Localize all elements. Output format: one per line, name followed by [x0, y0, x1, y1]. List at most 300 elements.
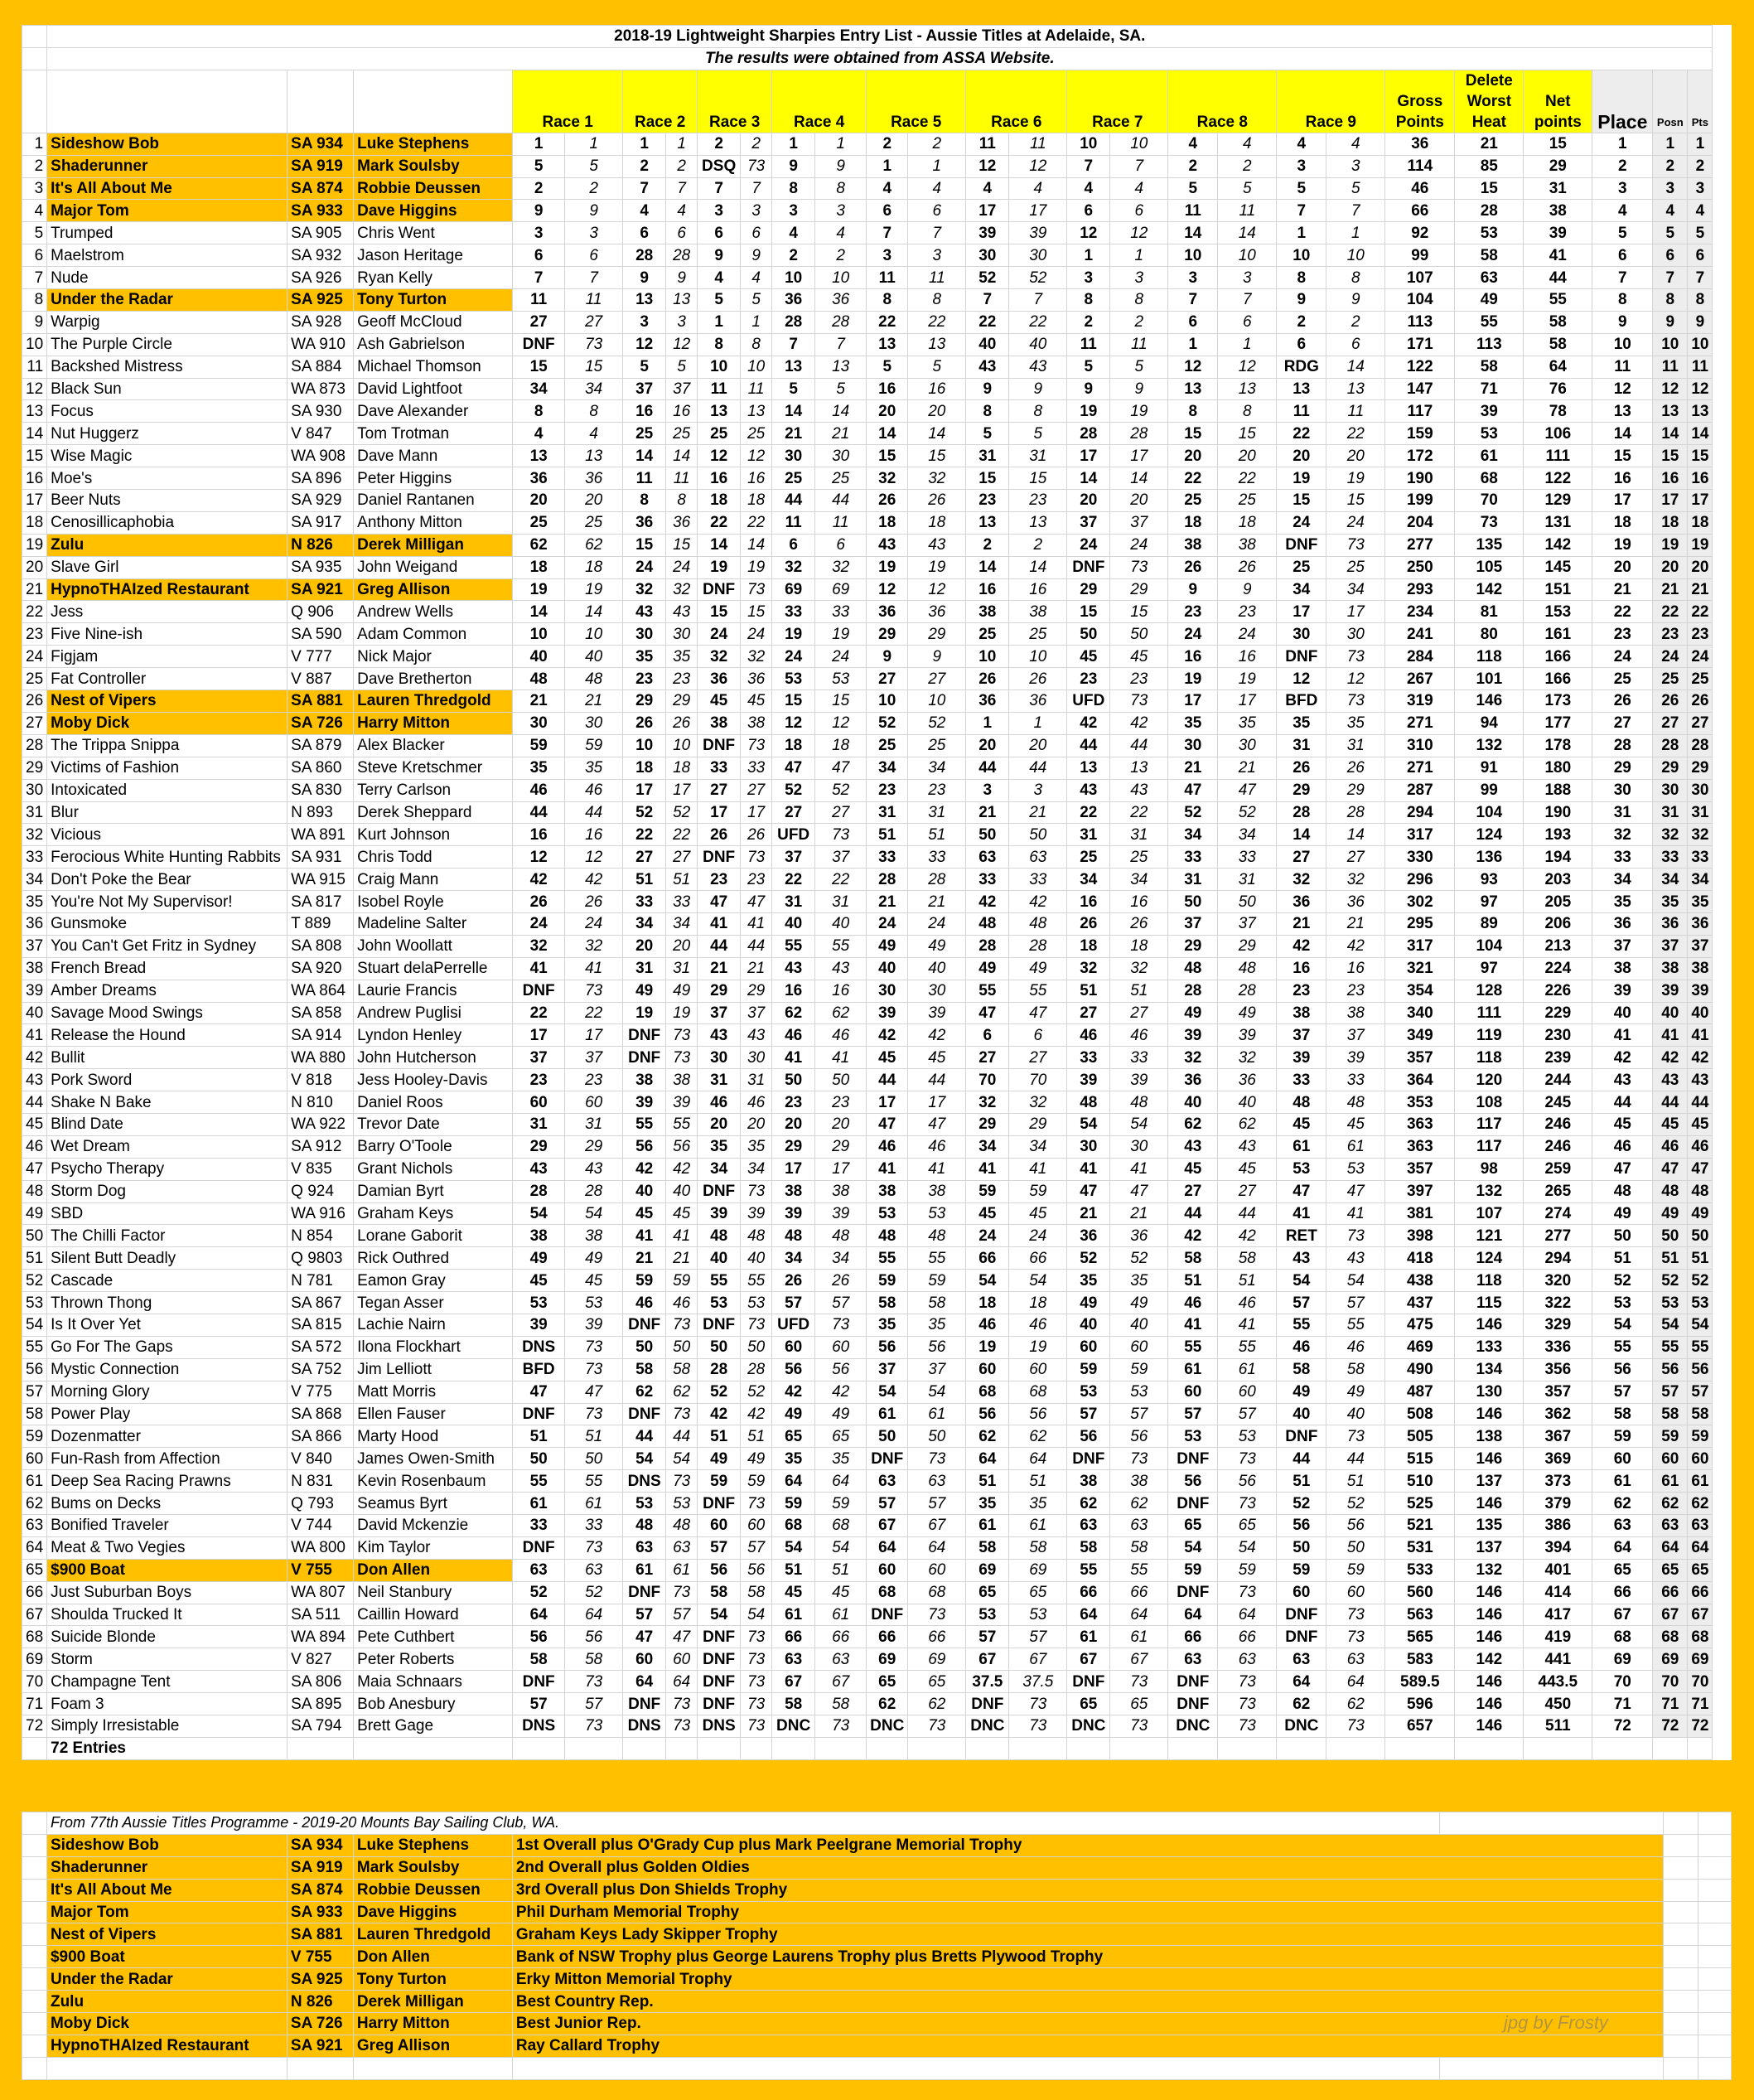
- race-points-3: 73: [741, 1671, 772, 1693]
- race-result-2: DNF: [623, 1403, 666, 1425]
- posn: 12: [1653, 378, 1688, 400]
- row-number: 70: [22, 1671, 47, 1693]
- race-points-2: 73: [666, 1024, 698, 1047]
- gross-points: 363: [1385, 1113, 1455, 1135]
- race-points-5: 73: [908, 1448, 966, 1470]
- gross-points: 284: [1385, 646, 1455, 668]
- race-points-8: 40: [1218, 1091, 1277, 1114]
- race-points-4: 14: [815, 400, 867, 423]
- net-points: 145: [1524, 556, 1592, 578]
- race-result-2: 57: [623, 1604, 666, 1626]
- race-points-7: 48: [1110, 1091, 1168, 1114]
- race-points-6: 29: [1009, 1113, 1067, 1135]
- skipper-name: Terry Carlson: [354, 779, 513, 801]
- race-result-1: 3: [513, 222, 565, 244]
- delete-worst-heat: 85: [1455, 155, 1524, 177]
- row-number: 5: [22, 222, 47, 244]
- race-points-2: 15: [666, 534, 698, 556]
- table-row: [22, 244, 1713, 267]
- sail-number: SA 815: [288, 1314, 354, 1336]
- pts: 13: [1688, 400, 1713, 423]
- race-result-3: 30: [698, 1047, 741, 1069]
- race-result-1: 19: [513, 578, 565, 601]
- row-number: 38: [22, 957, 47, 980]
- skipper-name: John Weigand: [354, 556, 513, 578]
- race-points-6: 45: [1009, 1202, 1067, 1225]
- gross-points: 418: [1385, 1247, 1455, 1270]
- race-result-7: 63: [1067, 1515, 1110, 1537]
- race-points-3: 47: [741, 891, 772, 913]
- race-result-8: 54: [1168, 1536, 1218, 1559]
- table-row: [22, 646, 1713, 668]
- table-row: [22, 1292, 1713, 1314]
- pts: 42: [1688, 1047, 1713, 1069]
- pts: 12: [1688, 378, 1713, 400]
- place: 61: [1592, 1470, 1653, 1493]
- race-result-6: 5: [966, 423, 1009, 445]
- pts: 47: [1688, 1158, 1713, 1180]
- race-points-4: 4: [815, 222, 867, 244]
- sail-number: SA 726: [288, 712, 354, 734]
- posn: 26: [1653, 690, 1688, 713]
- table-row: [22, 1069, 1713, 1091]
- race-points-2: 73: [666, 1047, 698, 1069]
- sail-number: N 781: [288, 1270, 354, 1292]
- delete-worst-heat: 53: [1455, 423, 1524, 445]
- race-result-9: 42: [1277, 935, 1326, 957]
- row-number: 69: [22, 1648, 47, 1671]
- race-result-4: 29: [772, 1135, 815, 1158]
- race-points-6: 47: [1009, 1002, 1067, 1024]
- boat-name: Shoulda Trucked It: [47, 1604, 288, 1626]
- row-number: 22: [22, 601, 47, 623]
- race-points-1: 11: [565, 289, 623, 312]
- place: 2: [1592, 155, 1653, 177]
- race-points-4: 40: [815, 912, 867, 935]
- race-result-8: 14: [1168, 222, 1218, 244]
- posn: 35: [1653, 891, 1688, 913]
- race-points-9: 16: [1326, 957, 1385, 980]
- table-row: [22, 1314, 1713, 1336]
- table-row: [22, 467, 1713, 490]
- race-result-5: 22: [867, 311, 908, 333]
- place: 43: [1592, 1069, 1653, 1091]
- pts: 35: [1688, 891, 1713, 913]
- race-points-3: 59: [741, 1470, 772, 1493]
- race-result-5: 37: [867, 1358, 908, 1381]
- race-result-4: 18: [772, 734, 815, 757]
- race-result-6: 13: [966, 511, 1009, 534]
- table-row: [22, 912, 1713, 935]
- header-pts: Pts: [1688, 70, 1713, 133]
- skipper-name: Nick Major: [354, 646, 513, 668]
- race-result-1: 10: [513, 623, 565, 646]
- race-points-2: 46: [666, 1292, 698, 1314]
- skipper-name: Brett Gage: [354, 1715, 513, 1738]
- net-points: 244: [1524, 1069, 1592, 1091]
- trophy-row: [22, 1923, 1732, 1946]
- race-points-4: 6: [815, 534, 867, 556]
- race-result-7: 35: [1067, 1270, 1110, 1292]
- race-points-6: 1: [1009, 712, 1067, 734]
- race-points-2: 63: [666, 1536, 698, 1559]
- race-points-5: 6: [908, 200, 966, 222]
- race-points-2: 10: [666, 734, 698, 757]
- race-result-1: 29: [513, 1135, 565, 1158]
- delete-worst-heat: 138: [1455, 1425, 1524, 1448]
- entries-count-row: [22, 1737, 1713, 1759]
- race-points-8: 9: [1218, 578, 1277, 601]
- race-result-9: 64: [1277, 1671, 1326, 1693]
- trophy-sail: SA 933: [287, 1901, 353, 1923]
- race-result-7: 7: [1067, 155, 1110, 177]
- race-points-1: 17: [565, 1024, 623, 1047]
- race-result-8: 3: [1168, 267, 1218, 289]
- race-points-3: 39: [741, 1202, 772, 1225]
- row-number: 42: [22, 1047, 47, 1069]
- posn: 49: [1653, 1202, 1688, 1225]
- race-points-2: 28: [666, 244, 698, 267]
- posn: 45: [1653, 1113, 1688, 1135]
- race-points-3: 36: [741, 668, 772, 690]
- net-points: 38: [1524, 200, 1592, 222]
- race-result-6: 37.5: [966, 1671, 1009, 1693]
- race-points-3: 15: [741, 601, 772, 623]
- row-number: 49: [22, 1202, 47, 1225]
- boat-name: Blur: [47, 801, 288, 824]
- race-points-6: 22: [1009, 311, 1067, 333]
- race-points-4: 68: [815, 1515, 867, 1537]
- sail-number: SA 511: [288, 1604, 354, 1626]
- race-points-5: 73: [908, 1715, 966, 1738]
- delete-worst-heat: 39: [1455, 400, 1524, 423]
- trophy-boat: HypnoTHAIzed Restaurant: [46, 2035, 287, 2057]
- race-result-9: 16: [1277, 957, 1326, 980]
- race-points-2: 33: [666, 891, 698, 913]
- race-points-6: 51: [1009, 1470, 1067, 1493]
- race-points-8: 54: [1218, 1536, 1277, 1559]
- gross-points: 353: [1385, 1091, 1455, 1114]
- table-row: [22, 1693, 1713, 1715]
- race-result-5: 34: [867, 757, 908, 779]
- delete-worst-heat: 58: [1455, 356, 1524, 378]
- race-result-5: 30: [867, 980, 908, 1002]
- race-result-4: 41: [772, 1047, 815, 1069]
- race-points-7: 59: [1110, 1358, 1168, 1381]
- race-points-6: 44: [1009, 757, 1067, 779]
- race-points-2: 23: [666, 668, 698, 690]
- race-points-8: 37: [1218, 912, 1277, 935]
- race-result-2: 48: [623, 1515, 666, 1537]
- race-result-4: 20: [772, 1113, 815, 1135]
- boat-name: Meat & Two Vegies: [47, 1536, 288, 1559]
- pts: 11: [1688, 356, 1713, 378]
- race-result-8: 38: [1168, 534, 1218, 556]
- race-points-7: 54: [1110, 1113, 1168, 1135]
- race-points-9: 64: [1326, 1671, 1385, 1693]
- race-points-7: 26: [1110, 912, 1168, 935]
- race-points-2: 45: [666, 1202, 698, 1225]
- race-points-4: 33: [815, 601, 867, 623]
- trophy-boat: Under the Radar: [46, 1968, 287, 1991]
- race-result-8: 21: [1168, 757, 1218, 779]
- race-points-2: 62: [666, 1381, 698, 1403]
- race-result-2: 30: [623, 623, 666, 646]
- place: 1: [1592, 133, 1653, 155]
- place: 11: [1592, 356, 1653, 378]
- race-points-3: 73: [741, 1693, 772, 1715]
- delete-worst-heat: 146: [1455, 690, 1524, 713]
- delete-worst-heat: 68: [1455, 467, 1524, 490]
- race-result-9: 62: [1277, 1693, 1326, 1715]
- race-points-6: 58: [1009, 1536, 1067, 1559]
- race-points-3: 49: [741, 1448, 772, 1470]
- skipper-name: Adam Common: [354, 623, 513, 646]
- race-points-9: 7: [1326, 200, 1385, 222]
- race-points-8: 73: [1218, 1671, 1277, 1693]
- race-result-2: 16: [623, 400, 666, 423]
- gross-points: 487: [1385, 1381, 1455, 1403]
- race-result-8: 17: [1168, 690, 1218, 713]
- race-result-5: 51: [867, 824, 908, 846]
- race-points-7: 1: [1110, 244, 1168, 267]
- race-points-9: 39: [1326, 1047, 1385, 1069]
- race-points-8: 50: [1218, 891, 1277, 913]
- race-result-6: 58: [966, 1536, 1009, 1559]
- race-points-2: 27: [666, 846, 698, 869]
- place: 19: [1592, 534, 1653, 556]
- race-points-1: 46: [565, 779, 623, 801]
- race-result-6: 35: [966, 1493, 1009, 1515]
- table-row: [22, 378, 1713, 400]
- race-result-8: 32: [1168, 1047, 1218, 1069]
- race-result-5: 48: [867, 1225, 908, 1247]
- race-result-6: 2: [966, 534, 1009, 556]
- race-result-9: 17: [1277, 601, 1326, 623]
- race-result-4: 65: [772, 1425, 815, 1448]
- net-points: 511: [1524, 1715, 1592, 1738]
- sail-number: SA 874: [288, 177, 354, 200]
- race-result-6: 26: [966, 668, 1009, 690]
- race-result-1: 15: [513, 356, 565, 378]
- net-points: 419: [1524, 1626, 1592, 1648]
- gross-points: 92: [1385, 222, 1455, 244]
- race-result-7: 30: [1067, 1135, 1110, 1158]
- race-result-6: 16: [966, 578, 1009, 601]
- row-number: 50: [22, 1225, 47, 1247]
- row-number: 31: [22, 801, 47, 824]
- table-row: [22, 757, 1713, 779]
- race-result-3: 51: [698, 1425, 741, 1448]
- sail-number: SA 921: [288, 578, 354, 601]
- race-result-7: 54: [1067, 1113, 1110, 1135]
- race-result-9: 7: [1277, 200, 1326, 222]
- race-points-7: 16: [1110, 891, 1168, 913]
- race-result-2: 1: [623, 133, 666, 155]
- race-result-7: 13: [1067, 757, 1110, 779]
- gross-points: 36: [1385, 133, 1455, 155]
- boat-name: Under the Radar: [47, 289, 288, 312]
- row-number: 34: [22, 869, 47, 891]
- race-result-5: 43: [867, 534, 908, 556]
- sail-number: V 775: [288, 1381, 354, 1403]
- race-points-2: 19: [666, 1002, 698, 1024]
- place: 5: [1592, 222, 1653, 244]
- race-points-3: 22: [741, 511, 772, 534]
- race-points-8: 20: [1218, 445, 1277, 467]
- race-result-8: 9: [1168, 578, 1218, 601]
- race-points-2: 64: [666, 1671, 698, 1693]
- race-result-6: 42: [966, 891, 1009, 913]
- race-result-1: 58: [513, 1648, 565, 1671]
- race-result-7: 15: [1067, 601, 1110, 623]
- gross-points: 330: [1385, 846, 1455, 869]
- race-points-8: 73: [1218, 1493, 1277, 1515]
- race-result-8: 41: [1168, 1314, 1218, 1336]
- race-points-9: 15: [1326, 490, 1385, 512]
- row-number: 62: [22, 1493, 47, 1515]
- place: 57: [1592, 1381, 1653, 1403]
- race-points-5: 31: [908, 801, 966, 824]
- race-points-8: 59: [1218, 1559, 1277, 1581]
- table-row: [22, 155, 1713, 177]
- race-points-6: 27: [1009, 1047, 1067, 1069]
- posn: 29: [1653, 757, 1688, 779]
- race-points-2: 41: [666, 1225, 698, 1247]
- posn: 67: [1653, 1604, 1688, 1626]
- race-points-5: 22: [908, 311, 966, 333]
- delete-worst-heat: 146: [1455, 1693, 1524, 1715]
- race-points-1: 25: [565, 511, 623, 534]
- posn: 42: [1653, 1047, 1688, 1069]
- boat-name: Power Play: [47, 1403, 288, 1425]
- race-points-3: 51: [741, 1425, 772, 1448]
- row-number: 41: [22, 1024, 47, 1047]
- posn: 52: [1653, 1270, 1688, 1292]
- race-points-6: 18: [1009, 1292, 1067, 1314]
- gross-points: 340: [1385, 1002, 1455, 1024]
- delete-worst-heat: 134: [1455, 1358, 1524, 1381]
- race-points-9: 73: [1326, 534, 1385, 556]
- race-points-1: 61: [565, 1493, 623, 1515]
- net-points: 274: [1524, 1202, 1592, 1225]
- pts: 2: [1688, 155, 1713, 177]
- race-points-8: 73: [1218, 1581, 1277, 1604]
- race-result-3: DNF: [698, 1314, 741, 1336]
- delete-worst-heat: 135: [1455, 1515, 1524, 1537]
- race-result-6: 10: [966, 646, 1009, 668]
- net-points: 151: [1524, 578, 1592, 601]
- trophy-award: Graham Keys Lady Skipper Trophy: [512, 1923, 1663, 1946]
- sail-number: Q 793: [288, 1493, 354, 1515]
- race-result-1: 26: [513, 891, 565, 913]
- place: 41: [1592, 1024, 1653, 1047]
- row-number: 9: [22, 311, 47, 333]
- race-points-3: 33: [741, 757, 772, 779]
- posn: 53: [1653, 1292, 1688, 1314]
- boat-name: SBD: [47, 1202, 288, 1225]
- race-result-7: 12: [1067, 222, 1110, 244]
- race-result-1: 56: [513, 1626, 565, 1648]
- race-points-5: 37: [908, 1358, 966, 1381]
- race-points-4: 9: [815, 155, 867, 177]
- race-result-9: 47: [1277, 1180, 1326, 1202]
- skipper-name: Michael Thomson: [354, 356, 513, 378]
- boat-name: Silent Butt Deadly: [47, 1247, 288, 1270]
- trophy-row: [22, 1834, 1732, 1856]
- race-points-9: 26: [1326, 757, 1385, 779]
- row-number: 12: [22, 378, 47, 400]
- race-points-4: 64: [815, 1470, 867, 1493]
- skipper-name: Dave Higgins: [354, 200, 513, 222]
- race-result-7: 64: [1067, 1604, 1110, 1626]
- race-result-6: 62: [966, 1425, 1009, 1448]
- race-result-8: 24: [1168, 623, 1218, 646]
- net-points: 277: [1524, 1225, 1592, 1247]
- race-result-1: 55: [513, 1470, 565, 1493]
- race-result-5: 12: [867, 578, 908, 601]
- race-result-5: 36: [867, 601, 908, 623]
- place: 10: [1592, 333, 1653, 356]
- race-result-9: 31: [1277, 734, 1326, 757]
- boat-name: Don't Poke the Bear: [47, 869, 288, 891]
- sail-number: SA 935: [288, 556, 354, 578]
- race-result-2: DNF: [623, 1581, 666, 1604]
- race-points-4: 37: [815, 846, 867, 869]
- race-points-5: 12: [908, 578, 966, 601]
- gross-points: 437: [1385, 1292, 1455, 1314]
- race-points-3: 20: [741, 1113, 772, 1135]
- race-result-5: 33: [867, 846, 908, 869]
- race-result-6: 1: [966, 712, 1009, 734]
- place: 32: [1592, 824, 1653, 846]
- race-result-3: 33: [698, 757, 741, 779]
- race-points-4: 53: [815, 668, 867, 690]
- race-result-6: 19: [966, 1336, 1009, 1358]
- race-points-6: 59: [1009, 1180, 1067, 1202]
- posn: 33: [1653, 846, 1688, 869]
- race-points-3: 73: [741, 1493, 772, 1515]
- race-result-6: 31: [966, 445, 1009, 467]
- place: 55: [1592, 1336, 1653, 1358]
- table-row: [22, 556, 1713, 578]
- posn: 60: [1653, 1448, 1688, 1470]
- race-points-1: 73: [565, 1336, 623, 1358]
- race-result-3: 37: [698, 1002, 741, 1024]
- race-result-9: 30: [1277, 623, 1326, 646]
- race-points-1: 58: [565, 1648, 623, 1671]
- net-points: 106: [1524, 423, 1592, 445]
- race-points-1: 30: [565, 712, 623, 734]
- sail-number: WA 864: [288, 980, 354, 1002]
- place: 21: [1592, 578, 1653, 601]
- race-points-6: 50: [1009, 824, 1067, 846]
- results-sheet: [22, 25, 1732, 1760]
- race-result-6: 14: [966, 556, 1009, 578]
- race-points-9: 37: [1326, 1024, 1385, 1047]
- race-result-2: 12: [623, 333, 666, 356]
- trophy-skipper: Derek Milligan: [353, 1991, 512, 2013]
- race-points-4: 2: [815, 244, 867, 267]
- race-points-4: 73: [815, 1715, 867, 1738]
- skipper-name: Chris Todd: [354, 846, 513, 869]
- race-points-6: 7: [1009, 289, 1067, 312]
- posn: 64: [1653, 1536, 1688, 1559]
- posn: 7: [1653, 267, 1688, 289]
- gross-points: 469: [1385, 1336, 1455, 1358]
- race-result-7: 1: [1067, 244, 1110, 267]
- place: 65: [1592, 1559, 1653, 1581]
